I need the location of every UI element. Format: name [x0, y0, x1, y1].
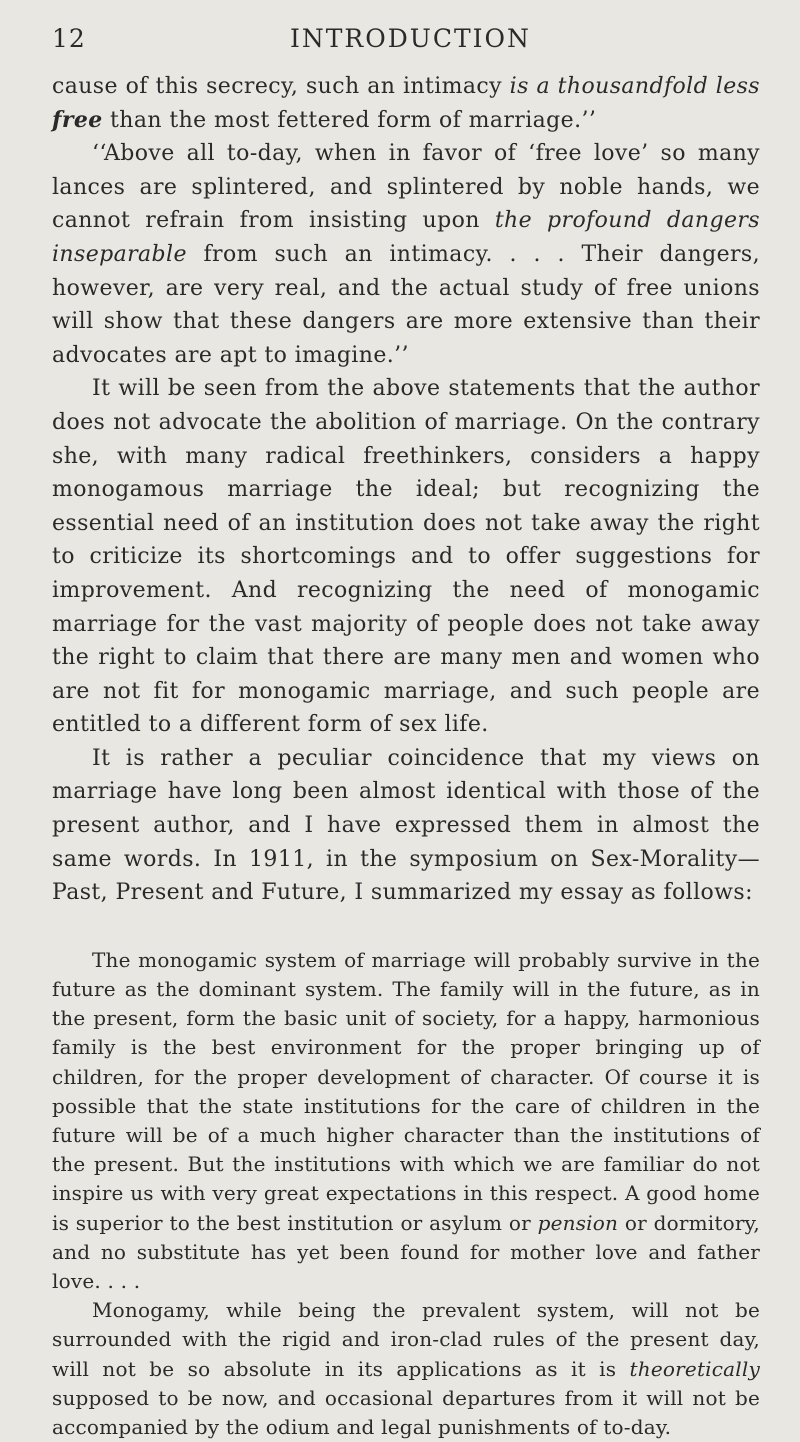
quote-paragraph-1 — [52, 946, 760, 1296]
quote-paragraph-2 — [52, 1296, 760, 1442]
quote-paragraph-1-text-c: or dormitory, and no substitute has yet been found for mother love and father love. . . . — [52, 1210, 760, 1294]
page-number: 12 — [52, 24, 86, 53]
paragraph-1-text-d: than the most fettered form of marriage.’’ — [102, 107, 597, 133]
paragraph-3: It will be seen from the above statements that the author does not advocate the abolition of marriage. On the contrary she, with many radical freethinkers, considers a happy monogamous marriage the ideal; but recognizing the essential need of an institution does not take away the right to criticize its shortcomings and to offer suggestions for improvement. And recognizing the need of monogamic marriage for the vast majority of people does not take away the right to claim that there are many men and women who are not fit for monogamic marriage, and such people are entitled to a different form of sex life. — [52, 376, 760, 738]
paragraph-4: It is rather a peculiar coincidence that my views on marriage have long been almost identical with those of the present author, and I have expressed them in almost the same words. In 1911, in the symposium on Sex-Morality—Past, Present and Future, I summarized my essay as follows: — [52, 745, 760, 906]
quote-paragraph-2-italic: theoretically — [629, 1356, 760, 1381]
paragraph-1-text-a: cause of this secrecy, such an intimacy — [52, 74, 510, 99]
quote-paragraph-2-text-a: Monogamy, while being the prevalent system, will not be surrounded with the rigid and iron-clad rules of the present day, will not be so absolute in its applications as it is — [52, 1298, 760, 1381]
paragraph-1-italic: is a thousandfold less — [509, 74, 760, 99]
paragraph-2-italic: the profound dangers inseparable — [52, 208, 760, 267]
paragraph-1-bold-italic: free — [52, 106, 103, 133]
page-header — [52, 22, 760, 70]
paragraph-2-text-c: from such an intimacy. . . . Their dangers, however, are very real, and the actual study of free unions will show that these dangers are more extensive than their advocates are apt to imagine.’’ — [52, 241, 760, 368]
paragraph-1 — [52, 70, 760, 137]
quote-paragraph-1-text-a: The monogamic system of marriage will probably survive in the future as the dominant system. The family will in the future, as in the present, form the basic unit of society, for a happy, harmonious family is the best environment for the proper bringing up of children, for the proper development of character. Of course it is possible that the state institutions for the care of children in the future will be of a much higher character than the institutions of the present. But the institutions with which we are familiar do not inspire us with very great expectations in this respect. A good home is superior to the best institution or asylum or — [52, 947, 760, 1235]
body-text — [52, 70, 760, 910]
running-head: INTRODUCTION — [290, 24, 531, 53]
block-quote — [52, 946, 760, 1442]
paragraph-2-text-a: ‘‘Above all to-day, when in favor of ‘free love’ so many lances are splintered, and splintered by noble hands, we cannot refrain from insisting upon — [52, 141, 760, 234]
paragraph-2 — [52, 137, 760, 372]
quote-paragraph-1-italic: pension — [537, 1210, 619, 1235]
quote-paragraph-2-text-c: supposed to be now, and occasional departures from it will not be accompanied by the odium and legal punishments of to-day. — [52, 1385, 760, 1440]
